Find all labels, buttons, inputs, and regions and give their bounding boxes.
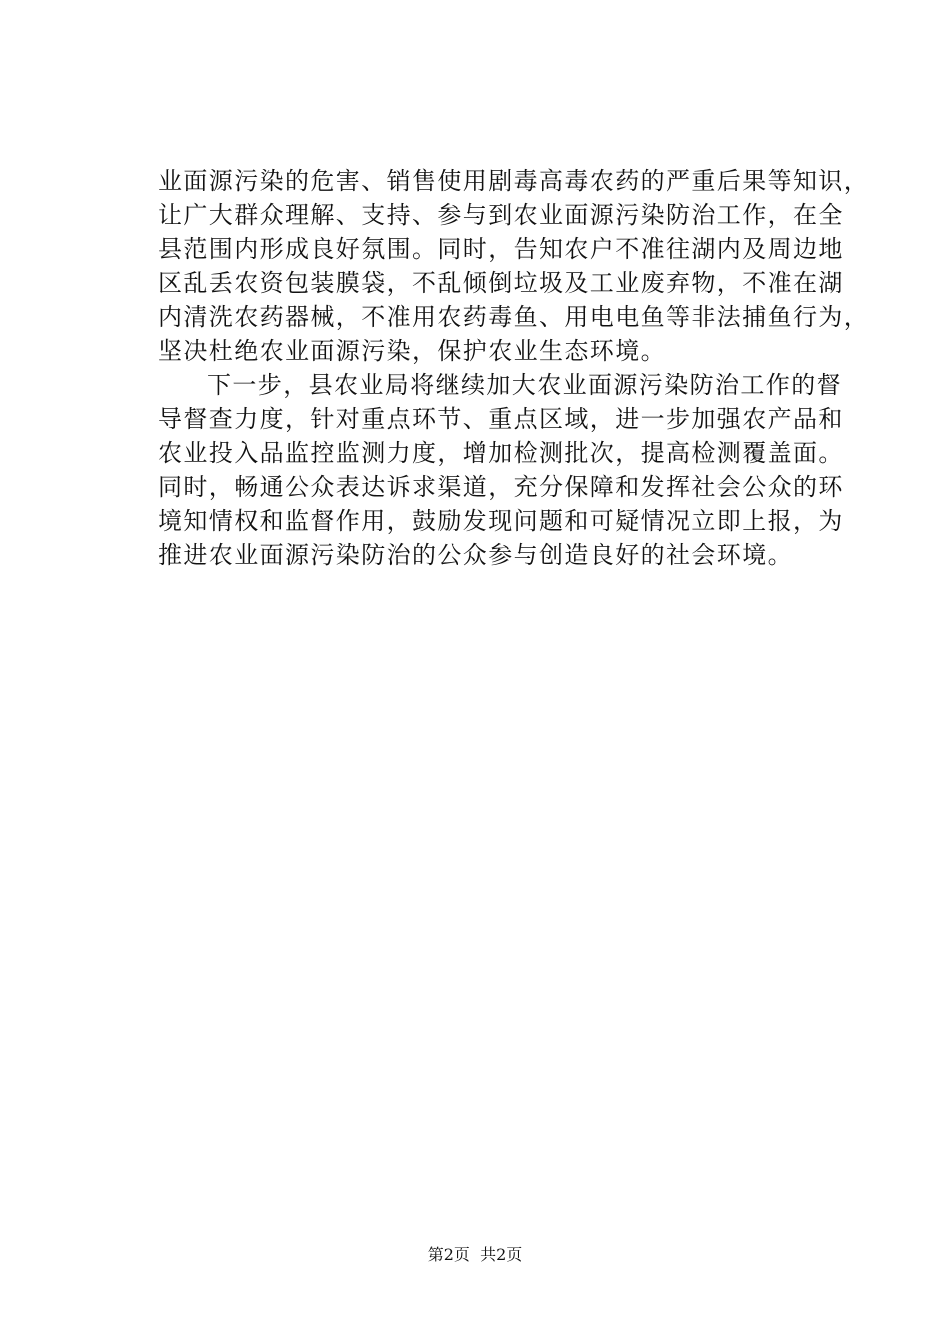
text-line: 同时，畅通公众表达诉求渠道，充分保障和发挥社会公众的环 <box>158 473 844 501</box>
text-line: 境知情权和监督作用，鼓励发现问题和可疑情况立即上报，为 <box>158 507 844 535</box>
text-line: 内清洗农药器械，不准用农药毒鱼、用电电鱼等非法捕鱼行为， <box>158 303 870 331</box>
text-line: 导督查力度，针对重点环节、重点区域，进一步加强农产品和 <box>158 405 844 433</box>
text-line: 坚决杜绝农业面源污染，保护农业生态环境。 <box>158 337 666 365</box>
text-line: 下一步，县农业局将继续加大农业面源污染防治工作的督 <box>207 371 842 399</box>
paragraph-2 <box>158 368 844 572</box>
text-line: 县范围内形成良好氛围。同时，告知农户不准往湖内及周边地 <box>158 235 844 263</box>
document-body <box>158 164 870 572</box>
text-line: 让广大群众理解、支持、参与到农业面源污染防治工作，在全 <box>158 201 844 229</box>
text-line: 推进农业面源污染防治的公众参与创造良好的社会环境。 <box>158 541 793 569</box>
page-number-footer: 第2页 共2页 <box>427 1245 523 1264</box>
paragraph-1 <box>158 164 870 368</box>
text-line: 农业投入品监控监测力度，增加检测批次，提高检测覆盖面。 <box>158 439 844 467</box>
text-line: 业面源污染的危害、销售使用剧毒高毒农药的严重后果等知识， <box>158 167 870 195</box>
text-line: 区乱丢农资包装膜袋，不乱倾倒垃圾及工业废弃物，不准在湖 <box>158 269 844 297</box>
